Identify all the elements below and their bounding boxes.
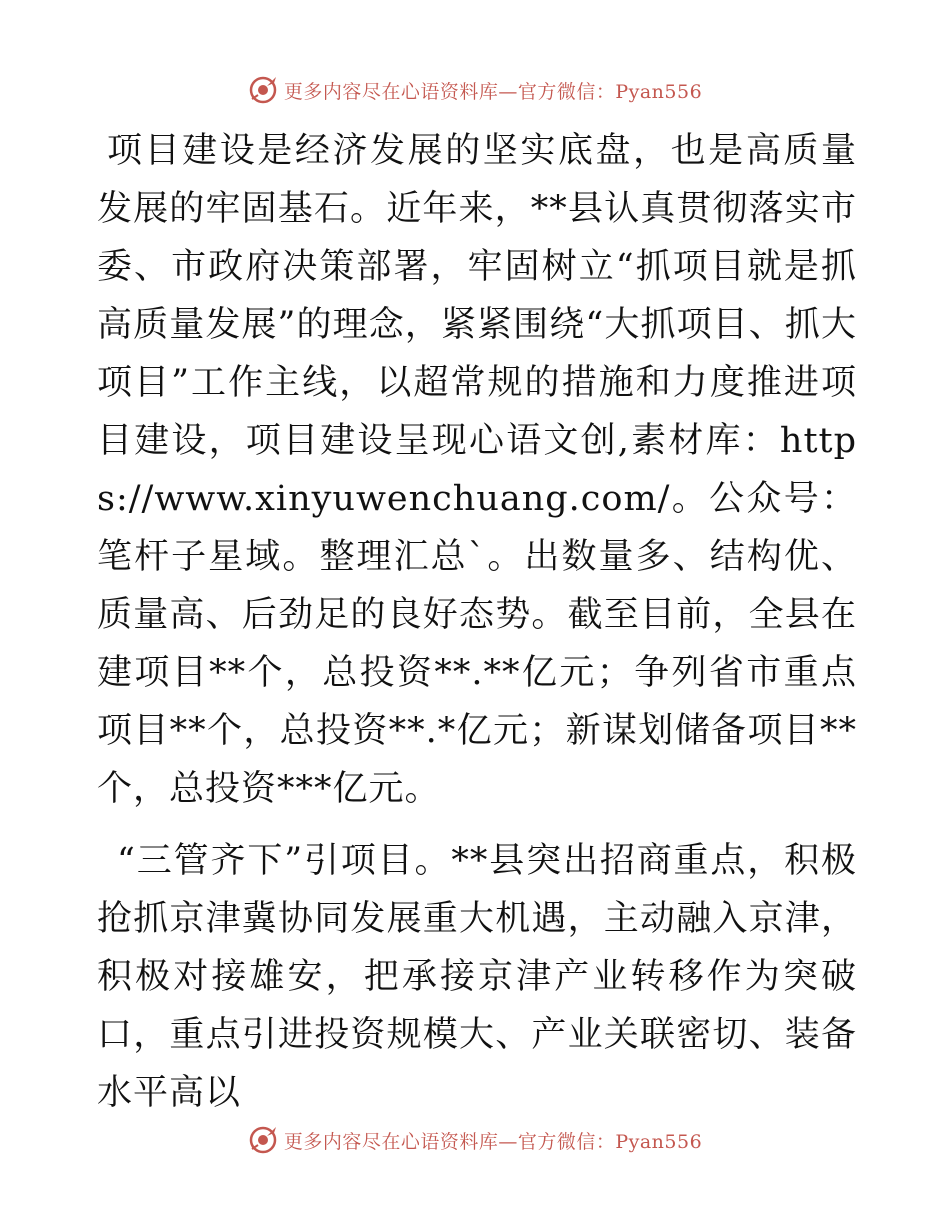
paragraph-attract-projects: “三管齐下”引项目。**县突出招商重点，积极抢抓京津冀协同发展重大机遇，主动融入京津，积极对接雄安，把承接京津产业转移作为突破口，重点引进投资规模大、产业关联密切、装备水平高以	[97, 841, 857, 1113]
quill-circle-logo-icon	[248, 75, 278, 105]
paragraph-intro: 项目建设是经济发展的坚实底盘，也是高质量发展的牢固基石。近年来，**县认真贯彻落实市委、市政府决策部署，牢固树立“抓项目就是抓高质量发展”的理念，紧紧围绕“大抓项目、抓大项目”工作主线，以超常规的措施和力度推进项目建设，项目建设呈现心语文创,素材库：https://www.xinyuwenchuang.com/。公众号：笔杆子星域。整理汇总`。出数量多、结构优、质量高、后劲足的良好态势。截至目前，全县在建项目**个，总投资**.**亿元；争列省市重点项目**个，总投资**.*亿元；新谋划储备项目**个，总投资***亿元。	[97, 131, 857, 809]
header-watermark	[0, 70, 950, 110]
watermark-text: 更多内容尽在心语资料库—官方微信：Pyan556	[283, 80, 703, 103]
document-body	[97, 122, 857, 1122]
footer-watermark	[0, 1120, 950, 1160]
quill-circle-logo-icon	[248, 1125, 278, 1155]
watermark-text: 更多内容尽在心语资料库—官方微信：Pyan556	[283, 1130, 703, 1153]
